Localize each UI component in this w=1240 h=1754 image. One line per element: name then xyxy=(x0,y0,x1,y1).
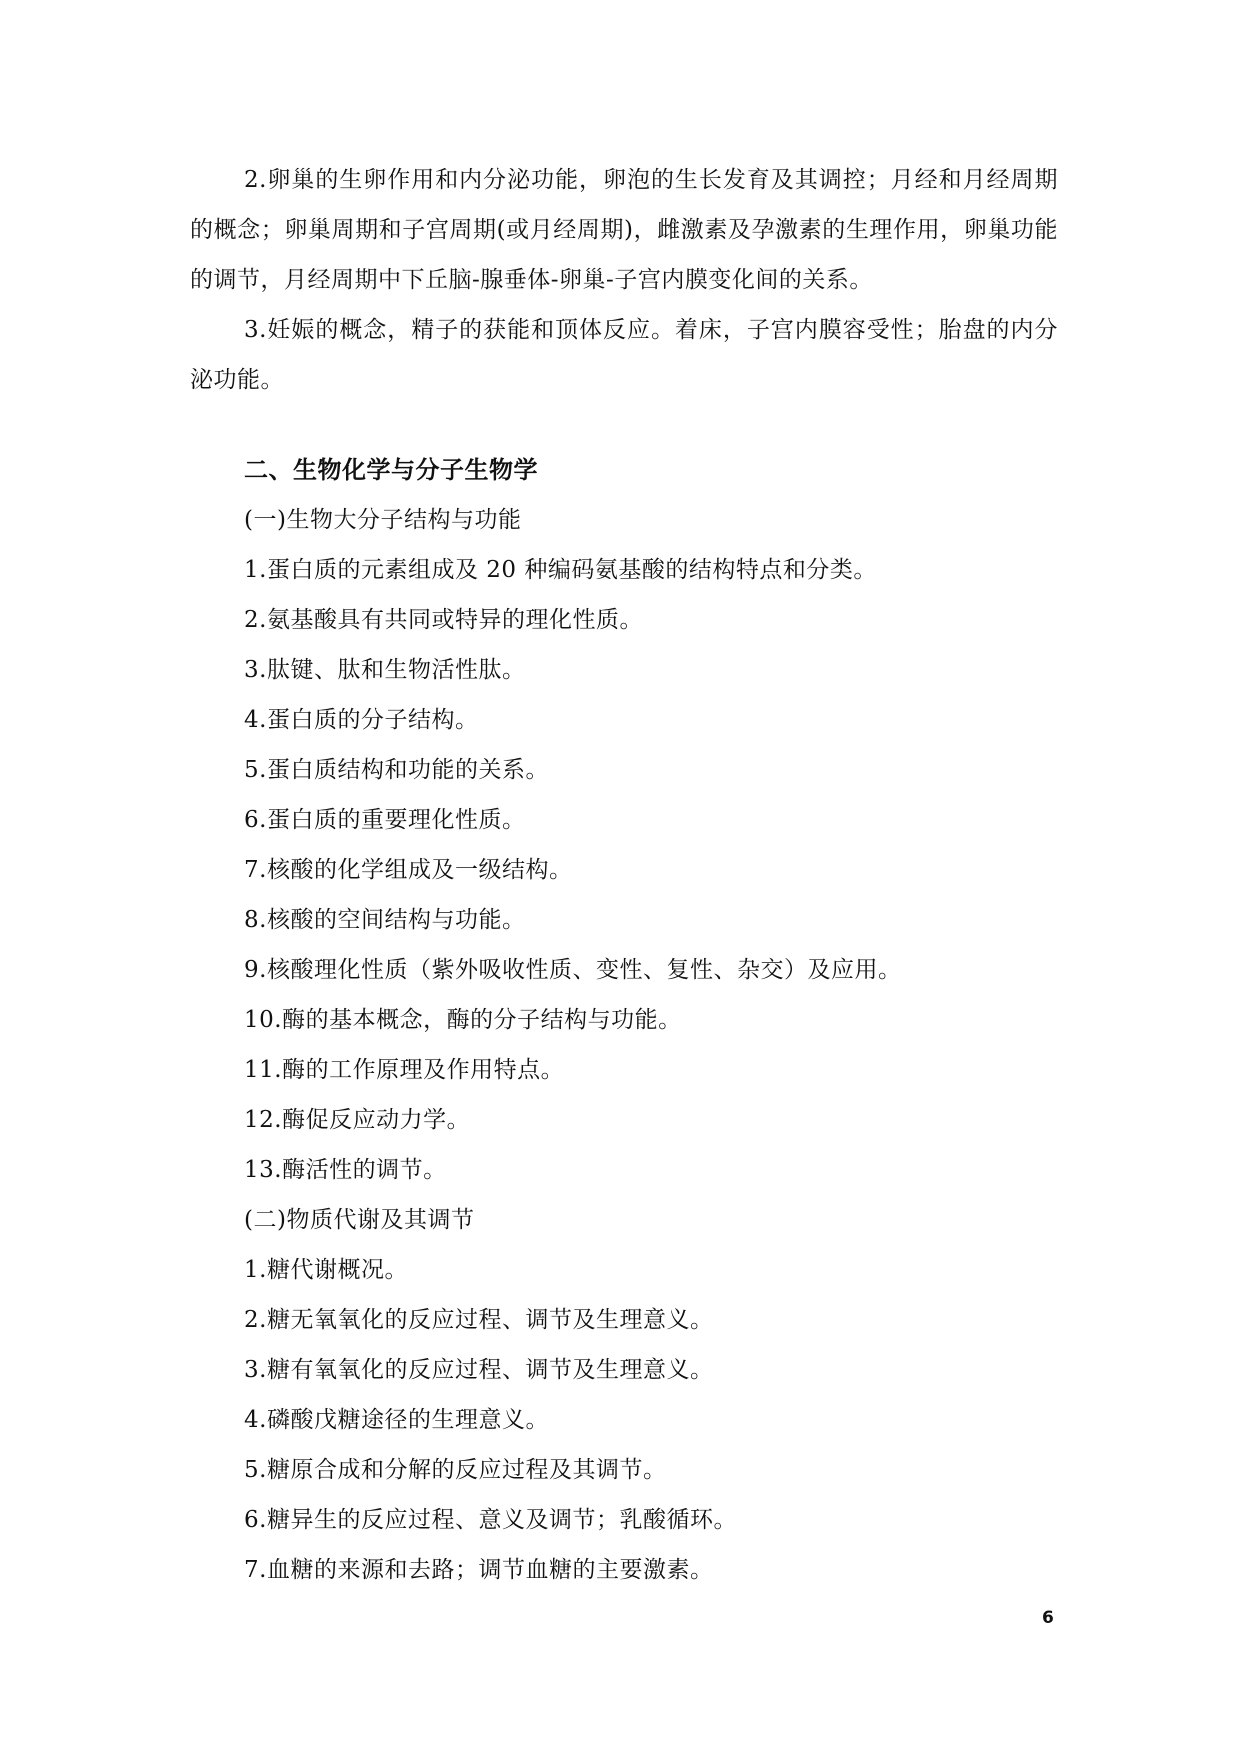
subsection-title-metabolism: (二)物质代谢及其调节 xyxy=(244,1207,475,1233)
section-biochemistry xyxy=(190,445,1058,1595)
list-item: 1.蛋白质的元素组成及 20 种编码氨基酸的结构特点和分类。 xyxy=(244,557,877,583)
list-item: 10.酶的基本概念，酶的分子结构与功能。 xyxy=(244,1007,682,1033)
list-item: 4.磷酸戊糖途径的生理意义。 xyxy=(244,1407,549,1433)
list-item: 13.酶活性的调节。 xyxy=(244,1157,447,1183)
list-item: 2.氨基酸具有共同或特异的理化性质。 xyxy=(244,607,643,633)
list-item: 5.蛋白质结构和功能的关系。 xyxy=(244,757,549,783)
section-heading: 二、生物化学与分子生物学 xyxy=(244,455,538,484)
list-item: 7.核酸的化学组成及一级结构。 xyxy=(244,857,573,883)
subsection-title-macromolecules: (一)生物大分子结构与功能 xyxy=(244,507,522,533)
list-item: 8.核酸的空间结构与功能。 xyxy=(244,907,526,933)
list-item: 3.糖有氧氧化的反应过程、调节及生理意义。 xyxy=(244,1357,714,1383)
paragraph-ovary-function: 2.卵巢的生卵作用和内分泌功能，卵泡的生长发育及其调控；月经和月经周期的概念；卵巢周期和子宫周期(或月经周期)，雌激素及孕激素的生理作用，卵巢功能的调节，月经周期中下丘脑-腺垂体-卵巢-子宫内膜变化间的关系。 xyxy=(190,167,1058,293)
list-item: 9.核酸理化性质（紫外吸收性质、变性、复性、杂交）及应用。 xyxy=(244,957,902,983)
page-number: 6 xyxy=(1042,1608,1054,1628)
list-item: 12.酶促反应动力学。 xyxy=(244,1107,471,1133)
intro-block xyxy=(190,155,1058,405)
list-item: 7.血糖的来源和去路；调节血糖的主要激素。 xyxy=(244,1557,714,1583)
list-item: 5.糖原合成和分解的反应过程及其调节。 xyxy=(244,1457,667,1483)
list-item: 6.蛋白质的重要理化性质。 xyxy=(244,807,526,833)
list-item: 6.糖异生的反应过程、意义及调节；乳酸循环。 xyxy=(244,1507,737,1533)
paragraph-pregnancy: 3.妊娠的概念，精子的获能和顶体反应。着床，子宫内膜容受性；胎盘的内分泌功能。 xyxy=(190,317,1058,393)
list-item: 3.肽键、肽和生物活性肽。 xyxy=(244,657,526,683)
list-item: 11.酶的工作原理及作用特点。 xyxy=(244,1057,565,1083)
list-item: 1.糖代谢概况。 xyxy=(244,1257,408,1283)
list-item: 2.糖无氧氧化的反应过程、调节及生理意义。 xyxy=(244,1307,714,1333)
list-item: 4.蛋白质的分子结构。 xyxy=(244,707,479,733)
